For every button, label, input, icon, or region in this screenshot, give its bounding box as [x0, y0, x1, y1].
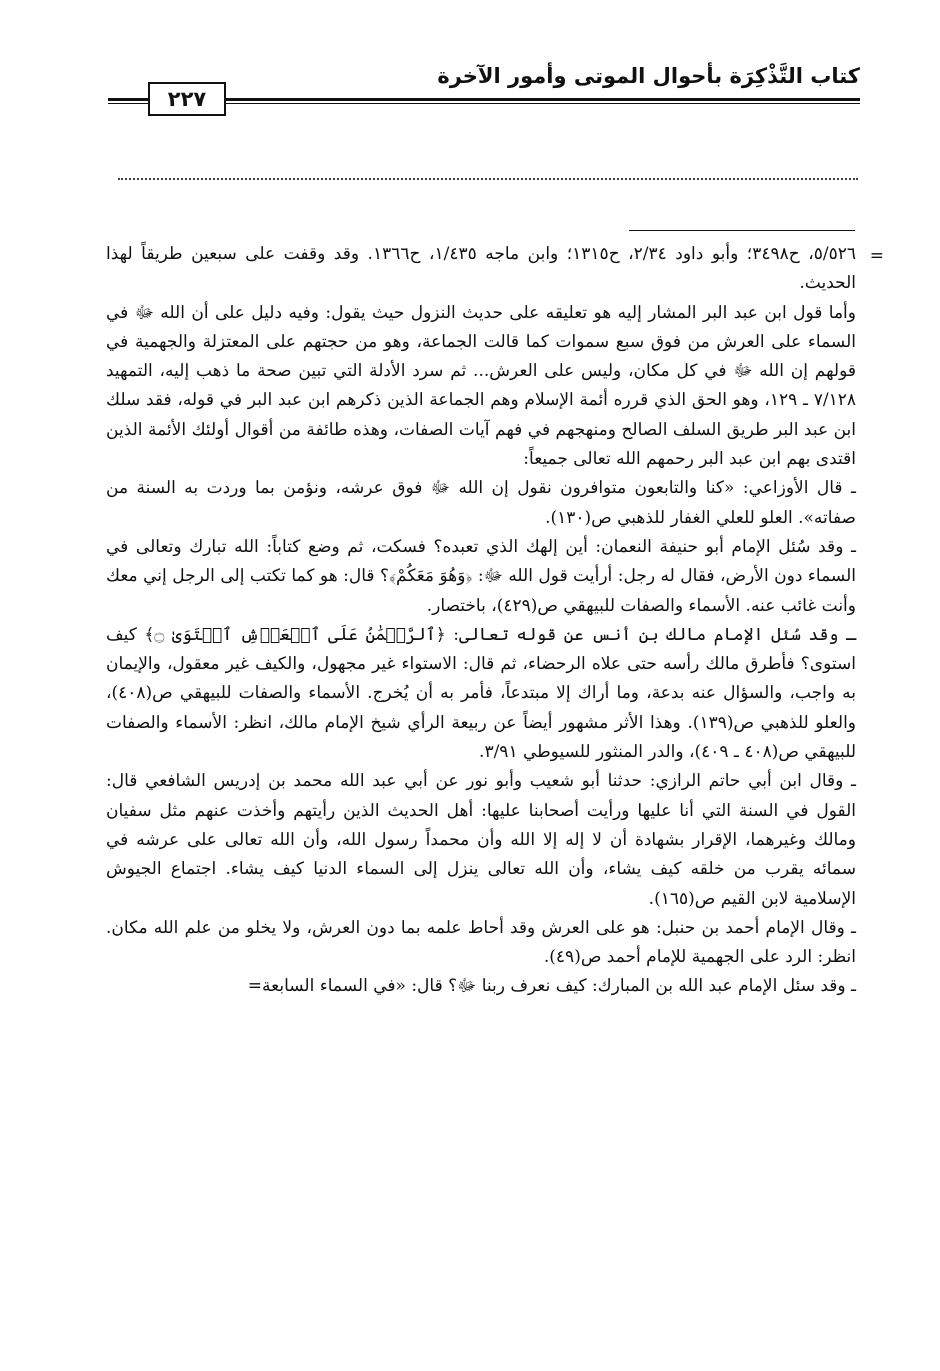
footnote-paragraph: ـ وقد سُئل الإمام أبو حنيفة النعمان: أين إلهك الذي تعبده؟ فسكت، ثم وضع كتاباً: الله تبارك وتعالى في السماء دون الأرض، فقال له رجل: أرأيت قول الله ﷻ: ﴿وَهُوَ مَعَكُمْ﴾؟ قال: هو كما تكتب إلى الرجل إني معك وأنت غائب عنه. الأسماء والصفات للبيهقي ص(٤٢٩)، باختصار.	[106, 536, 856, 616]
footnote-paragraph: ـ وقد سئل الإمام عبد الله بن المبارك: كيف نعرف ربنا ﷻ؟ قال: «في السماء السابعة=	[247, 976, 856, 997]
footnote-rule	[629, 230, 855, 231]
page-header	[108, 58, 860, 118]
footnote-body	[106, 240, 884, 1002]
footnote-paragraph: ـ وقال الإمام أحمد بن حنبل: هو على العرش وقد أحاط علمه بما دون العرش، ولا يخلو من علم الله مكان. انظر: الرد على الجهمية للإمام أحمد ص(٤٩).	[106, 917, 856, 968]
page-number: ٢٢٧	[148, 82, 226, 116]
dotted-separator	[118, 178, 858, 180]
footnote-first-block	[106, 240, 884, 299]
footnote-paragraph: ٥/٥٢٦، ح٣٤٩٨؛ وأبو داود ٢/٣٤، ح١٣١٥؛ وابن ماجه ١/٤٣٥، ح١٣٦٦. وقد وقفت على سبعين طريقاً لهذا الحديث.	[106, 244, 856, 294]
continuation-mark: =	[869, 246, 884, 266]
footnote-paragraph: وأما قول ابن عبد البر المشار إليه هو تعليقه على حديث النزول حيث يقول: وفيه دليل على أن الله ﷻ في السماء على العرش من فوق سبع سموات كما قالت الجماعة، وهو من حجتهم على المعتزلة والجهمية في قولهم إن الله ﷻ في كل مكان، وليس على العرش... ثم سرد الأدلة التي تبين صحة ما ذهب إليه، التمهيد ٧/١٢٨ ـ ١٢٩، وهو الحق الذي قرره أئمة الإسلام وهم الجماعة الذين ذكرهم ابن عبد البر في قوله، فقد سلك ابن عبد البر طريق السلف الصالح ومنهجهم في فهم آيات الصفات، وهذه طائفة من أقوال أولئك الأئمة الذين اقتدى بهم ابن عبد البر رحمهم الله تعالى جميعاً:	[106, 302, 856, 470]
footnote-paragraph: ـ وقد سُئل الإمام مالك بن أنس عن قوله تعالى: ﴿ٱلرَّحۡمَٰنُ عَلَى ٱلۡعَرۡشِ ٱسۡتَوَىٰ ۝﴾ كيف استوى؟ فأطرق مالك رأسه حتى علاه الرحضاء، ثم قال: الاستواء غير مجهول، والكيف غير معقول، والإيمان به واجب، والسؤال عنه بدعة، وما أراك إلا مبتدعاً، فأمر به أن يُخرج. الأسماء والصفات للبيهقي ص(٤٠٨)، والعلو للذهبي ص(١٣٩). وهذا الأثر مشهور أيضاً عن ربيعة الرأي شيخ الإمام مالك، انظر: الأسماء والصفات للبيهقي ص(٤٠٨ ـ ٤٠٩)، والدر المنثور للسيوطي ٣/٩١.	[106, 624, 856, 763]
footnote-paragraph: ـ وقال ابن أبي حاتم الرازي: حدثنا أبو شعيب وأبو نور عن أبي عبد الله محمد بن إدريس الشافعي قال: القول في السنة التي أنا عليها ورأيت أصحابنا عليها: أهل الحديث الذين رأيتهم وأخذت عنهم مثل سفيان ومالك وغيرهما، الإقرار بشهادة أن لا إله إلا الله وأن محمداً رسول الله، وأن الله تعالى على عرشه في سمائه يقرب من خلقه كيف يشاء، وأن الله تعالى ينزل إلى السماء الدنيا كيف يشاء. اجتماع الجيوش الإسلامية لابن القيم ص(١٦٥).	[106, 771, 856, 909]
footnote-paragraph: ـ قال الأوزاعي: «كنا والتابعون متوافرون نقول إن الله ﷻ فوق عرشه، ونؤمن بما وردت به السنة من صفاته». العلو للعلي الغفار للذهبي ص(١٣٠).	[106, 478, 856, 528]
running-title: كتاب التَّذْكِرَة بأحوال الموتى وأمور الآخرة	[437, 64, 860, 88]
